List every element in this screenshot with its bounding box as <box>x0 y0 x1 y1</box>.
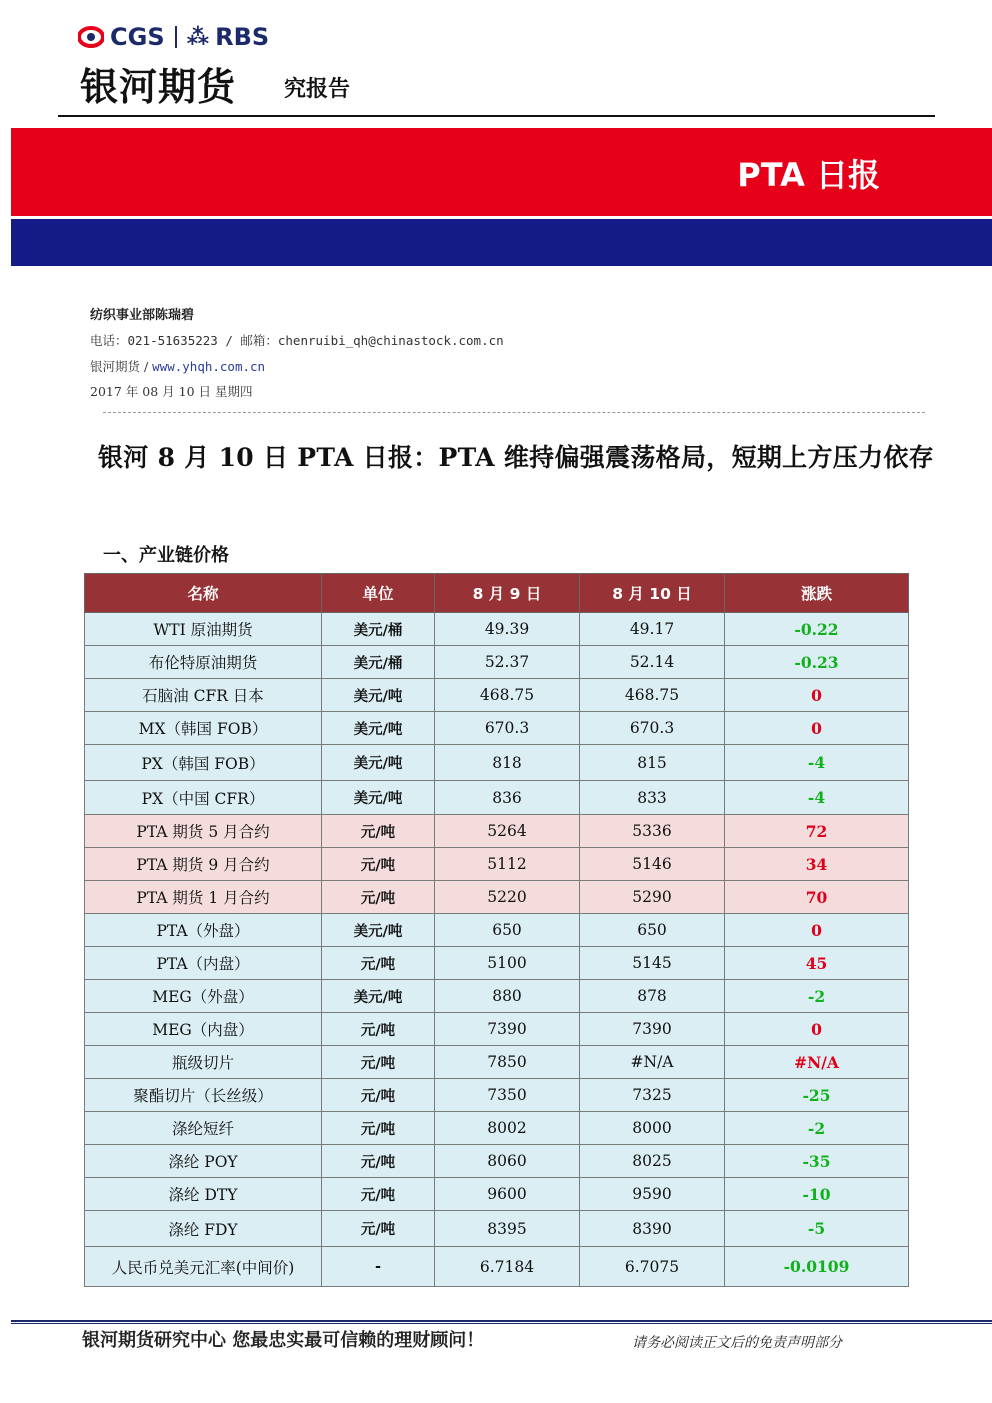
logo-cgs-text: CGS <box>110 23 165 51</box>
cell-name: WTI 原油期货 <box>85 613 322 646</box>
report-date: 2017 年 08 月 10 日 星期四 <box>90 384 253 399</box>
cell-date2: 8025 <box>580 1145 725 1178</box>
website-line <box>90 357 265 375</box>
cell-date1: 818 <box>435 745 580 781</box>
cell-unit: 元/吨 <box>322 1079 435 1112</box>
cell-name: 涤纶 FDY <box>85 1211 322 1247</box>
footer-divider <box>11 1320 992 1322</box>
table-row <box>85 1046 909 1079</box>
header-change: 涨跌 <box>725 574 909 613</box>
cell-name: 聚酯切片（长丝级） <box>85 1079 322 1112</box>
table-row <box>85 613 909 646</box>
cell-unit: 元/吨 <box>322 1112 435 1145</box>
dashed-divider <box>103 412 925 413</box>
cell-date2: 9590 <box>580 1178 725 1211</box>
cell-change: 34 <box>725 848 909 881</box>
cell-date2: 650 <box>580 914 725 947</box>
cell-change: -25 <box>725 1079 909 1112</box>
cell-date2: #N/A <box>580 1046 725 1079</box>
cell-date1: 5100 <box>435 947 580 980</box>
cell-change: 0 <box>725 1013 909 1046</box>
cell-change: 0 <box>725 679 909 712</box>
rbs-mark-icon: ⁂ <box>186 24 210 50</box>
cell-unit: 元/吨 <box>322 815 435 848</box>
section-title: 一、产业链价格 <box>103 545 229 566</box>
cell-date1: 49.39 <box>435 613 580 646</box>
cell-name: MX（韩国 FOB） <box>85 712 322 745</box>
cell-unit: 元/吨 <box>322 1178 435 1211</box>
logo-rbs-text: RBS <box>215 23 270 51</box>
cell-change: -5 <box>725 1211 909 1247</box>
table-row <box>85 745 909 781</box>
table-row <box>85 980 909 1013</box>
cell-date1: 8060 <box>435 1145 580 1178</box>
company-logo <box>78 22 269 52</box>
cell-date2: 5290 <box>580 881 725 914</box>
cell-change: #N/A <box>725 1046 909 1079</box>
cell-unit: 美元/桶 <box>322 646 435 679</box>
website-link[interactable]: www.yhqh.com.cn <box>152 359 266 374</box>
cell-date1: 8002 <box>435 1112 580 1145</box>
cell-date1: 8395 <box>435 1211 580 1247</box>
cell-date2: 670.3 <box>580 712 725 745</box>
footer-disclaimer: 请务必阅读正文后的免责声明部分 <box>632 1335 842 1351</box>
cell-date2: 52.14 <box>580 646 725 679</box>
header-unit: 单位 <box>322 574 435 613</box>
cell-date1: 6.7184 <box>435 1247 580 1287</box>
cell-date1: 7350 <box>435 1079 580 1112</box>
cell-date2: 5145 <box>580 947 725 980</box>
cell-name: 布伦特原油期货 <box>85 646 322 679</box>
cell-change: 72 <box>725 815 909 848</box>
cell-name: 瓶级切片 <box>85 1046 322 1079</box>
cell-unit: 元/吨 <box>322 848 435 881</box>
cell-date2: 8390 <box>580 1211 725 1247</box>
cell-unit: 美元/吨 <box>322 745 435 781</box>
cell-date2: 815 <box>580 745 725 781</box>
cell-date2: 6.7075 <box>580 1247 725 1287</box>
cell-date2: 7390 <box>580 1013 725 1046</box>
cell-name: PX（中国 CFR） <box>85 781 322 815</box>
cell-change: 45 <box>725 947 909 980</box>
cell-date1: 52.37 <box>435 646 580 679</box>
cell-date2: 7325 <box>580 1079 725 1112</box>
cell-unit: 元/吨 <box>322 1046 435 1079</box>
cell-date1: 5264 <box>435 815 580 848</box>
price-table <box>84 573 909 1287</box>
cell-change: -0.0109 <box>725 1247 909 1287</box>
cell-name: 人民币兑美元汇率(中间价) <box>85 1247 322 1287</box>
cell-change: -0.22 <box>725 613 909 646</box>
table-row <box>85 1112 909 1145</box>
cell-unit: 元/吨 <box>322 1013 435 1046</box>
cell-change: 0 <box>725 712 909 745</box>
cell-date2: 833 <box>580 781 725 815</box>
cell-date2: 468.75 <box>580 679 725 712</box>
cell-unit: 元/吨 <box>322 1211 435 1247</box>
cell-date1: 836 <box>435 781 580 815</box>
report-type-label: 究报告 <box>284 77 351 102</box>
cell-change: -4 <box>725 781 909 815</box>
cell-unit: 美元/吨 <box>322 980 435 1013</box>
footer-slogan: 银河期货研究中心 您最忠实最可信赖的理财顾问！ <box>82 1330 485 1351</box>
table-row <box>85 947 909 980</box>
cell-date2: 8000 <box>580 1112 725 1145</box>
cell-change: 0 <box>725 914 909 947</box>
cell-name: 涤纶短纤 <box>85 1112 322 1145</box>
header-name: 名称 <box>85 574 322 613</box>
cell-unit: - <box>322 1247 435 1287</box>
cell-date1: 7850 <box>435 1046 580 1079</box>
cell-change: 70 <box>725 881 909 914</box>
cell-date2: 878 <box>580 980 725 1013</box>
table-row <box>85 1145 909 1178</box>
cell-date1: 650 <box>435 914 580 947</box>
header-divider <box>58 115 935 117</box>
cell-date1: 5220 <box>435 881 580 914</box>
cell-unit: 元/吨 <box>322 881 435 914</box>
logo-divider <box>175 26 177 48</box>
table-row <box>85 1247 909 1287</box>
cell-name: 涤纶 DTY <box>85 1178 322 1211</box>
cell-name: PTA（内盘） <box>85 947 322 980</box>
swirl-logo-icon <box>78 26 104 48</box>
header-date2: 8 月 10 日 <box>580 574 725 613</box>
cell-unit: 美元/桶 <box>322 613 435 646</box>
cell-name: MEG（外盘） <box>85 980 322 1013</box>
cell-date2: 5146 <box>580 848 725 881</box>
cell-date1: 880 <box>435 980 580 1013</box>
page-title: 银河 8 月 10 日 PTA 日报：PTA 维持偏强震荡格局，短期上方压力依存 <box>98 443 934 472</box>
cell-unit: 美元/吨 <box>322 712 435 745</box>
cell-name: PTA 期货 9 月合约 <box>85 848 322 881</box>
table-row <box>85 712 909 745</box>
author-dept: 纺织事业部陈瑞碧 <box>90 308 195 323</box>
cell-name: MEG（内盘） <box>85 1013 322 1046</box>
cell-date2: 5336 <box>580 815 725 848</box>
cell-date1: 7390 <box>435 1013 580 1046</box>
table-body <box>85 613 909 1287</box>
table-row <box>85 848 909 881</box>
report-band-title: PTA 日报 <box>737 156 880 194</box>
cell-name: PTA 期货 1 月合约 <box>85 881 322 914</box>
cell-change: -2 <box>725 980 909 1013</box>
table-row <box>85 1079 909 1112</box>
cell-name: 石脑油 CFR 日本 <box>85 679 322 712</box>
cell-change: -2 <box>725 1112 909 1145</box>
table-row <box>85 1211 909 1247</box>
table-row <box>85 1178 909 1211</box>
cell-date1: 9600 <box>435 1178 580 1211</box>
table-row <box>85 881 909 914</box>
table-row <box>85 914 909 947</box>
table-row <box>85 646 909 679</box>
brand-name: 银河期货 <box>80 65 237 109</box>
cell-change: -35 <box>725 1145 909 1178</box>
author-contact: 电话：021-51635223 / 邮箱：chenruibi_qh@chinastock.com.cn <box>90 333 504 348</box>
cell-name: 涤纶 POY <box>85 1145 322 1178</box>
table-row <box>85 679 909 712</box>
cell-change: -0.23 <box>725 646 909 679</box>
cell-date1: 468.75 <box>435 679 580 712</box>
cell-unit: 美元/吨 <box>322 781 435 815</box>
cell-date1: 5112 <box>435 848 580 881</box>
table-row <box>85 1013 909 1046</box>
cell-unit: 美元/吨 <box>322 679 435 712</box>
cell-unit: 元/吨 <box>322 1145 435 1178</box>
cell-date1: 670.3 <box>435 712 580 745</box>
cell-name: PX（韩国 FOB） <box>85 745 322 781</box>
header-date1: 8 月 9 日 <box>435 574 580 613</box>
footer-divider-thin <box>11 1323 992 1324</box>
cell-change: -4 <box>725 745 909 781</box>
cell-name: PTA 期货 5 月合约 <box>85 815 322 848</box>
cell-unit: 美元/吨 <box>322 914 435 947</box>
cell-name: PTA（外盘） <box>85 914 322 947</box>
table-header-row <box>85 574 909 613</box>
table-row <box>85 781 909 815</box>
website-prefix: 银河期货 / <box>90 359 153 374</box>
cell-change: -10 <box>725 1178 909 1211</box>
cell-unit: 元/吨 <box>322 947 435 980</box>
table-row <box>85 815 909 848</box>
title-band-blue <box>11 219 992 266</box>
cell-date2: 49.17 <box>580 613 725 646</box>
